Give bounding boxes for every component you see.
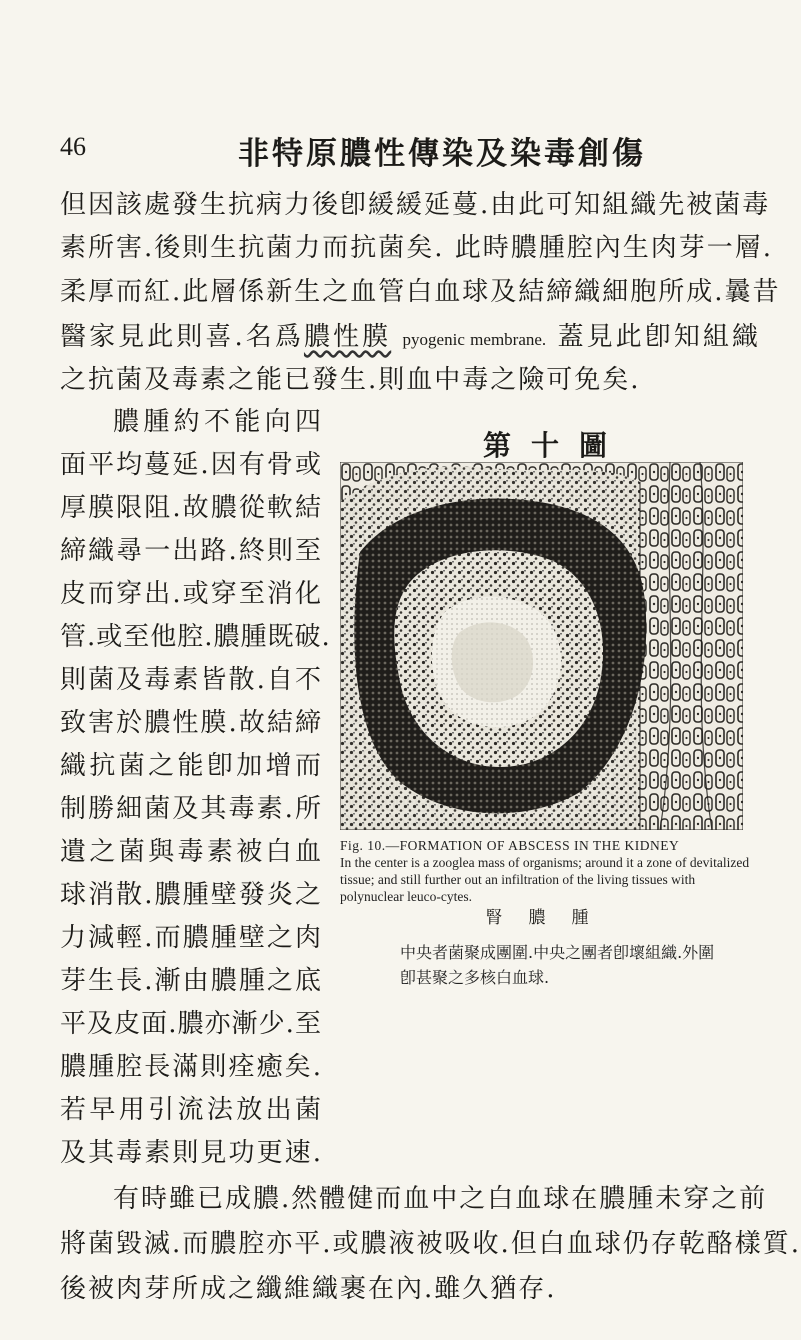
text-line: 有時雖已成膿.然體健而血中之白血球在膿腫未穿之前 [113, 1184, 768, 1214]
caption-heading: Fig. 10.—FORMATION OF ABSCESS IN THE KIDNEY [340, 838, 680, 853]
term-line-before: 醫家見此則喜.名爲 [60, 322, 304, 352]
text-line: 平及皮面.膿亦漸少.至 [60, 1009, 322, 1039]
caption-body: In the center is a zooglea mass of organisms; around it a zone of devitalized tissue; and still further out an infiltration of the living tissues with polynuclear leuco-cytes. [340, 855, 750, 904]
text-line: 則菌及毒素皆散.自不 [60, 665, 322, 695]
text-line: 後被肉芽所成之纖維織裹在內.雖久猶存. [60, 1274, 557, 1304]
term-line-after: 蓋見此卽知組織 [557, 322, 760, 352]
running-title: 非特原膿性傳染及染毒創傷 [238, 136, 646, 172]
text-line: 締織尋一出路.終則至 [60, 536, 322, 566]
text-line: 力減輕.而膿腫壁之肉 [60, 923, 322, 953]
text-line: 之抗菌及毒素之能已發生.則血中毒之險可免矣. [60, 365, 641, 395]
text-line: 織抗菌之能卽加增而 [60, 751, 322, 781]
text-line: 面平均蔓延.因有骨或 [60, 450, 322, 480]
text-line: 若早用引流法放出菌 [60, 1095, 322, 1125]
figure-caption-english [340, 837, 750, 905]
text-line: 球消散.膿腫壁發炎之 [60, 880, 322, 910]
text-line: 將菌毀滅.而膿腔亦平.或膿液被吸收.但白血球仍存乾酪樣質. [60, 1229, 801, 1259]
text-line: 但因該處發生抗病力後卽緩緩延蔓.由此可知組織先被菌毒 [60, 190, 771, 220]
latin-term: pyogenic membrane. [402, 330, 547, 349]
text-line: 制勝細菌及其毒素.所 [60, 794, 322, 824]
figure-caption-chinese: 中央者菌聚成團圍.中央之團者卽壞組織.外圍卽甚聚之多核白血球. [400, 943, 715, 987]
figure-caption-chinese-title: 腎膿腫 [485, 908, 615, 928]
text-line: 素所害.後則生抗菌力而抗菌矣. 此時膿腫腔內生肉芽一層. [60, 233, 774, 263]
figure-illustration-kidney-abscess [340, 462, 743, 830]
page-number: 46 [60, 132, 86, 161]
figure-title: 第十圖 [482, 429, 627, 462]
text-line: 管.或至他腔.膿腫既破. [60, 622, 331, 652]
text-line: 皮而穿出.或穿至消化 [60, 579, 322, 609]
text-line: 遺之菌與毒素被白血 [60, 837, 322, 867]
text-line: 膿腫約不能向四 [113, 407, 322, 437]
text-line: 膿腫腔長滿則痊癒矣. [60, 1052, 322, 1082]
page-header [60, 128, 760, 172]
text-line-term [60, 320, 760, 357]
text-line: 厚膜限阻.故膿從軟結 [60, 493, 322, 523]
term-pyogenic-membrane: 膿性膜 [303, 322, 392, 352]
text-line: 致害於膿性膜.故結締 [60, 708, 322, 738]
text-line: 芽生長.漸由膿腫之底 [60, 966, 322, 996]
text-line: 柔厚而紅.此層係新生之血管白血球及結締織細胞所成.曩昔 [60, 277, 781, 307]
text-line: 及其毒素則見功更速. [60, 1138, 322, 1168]
